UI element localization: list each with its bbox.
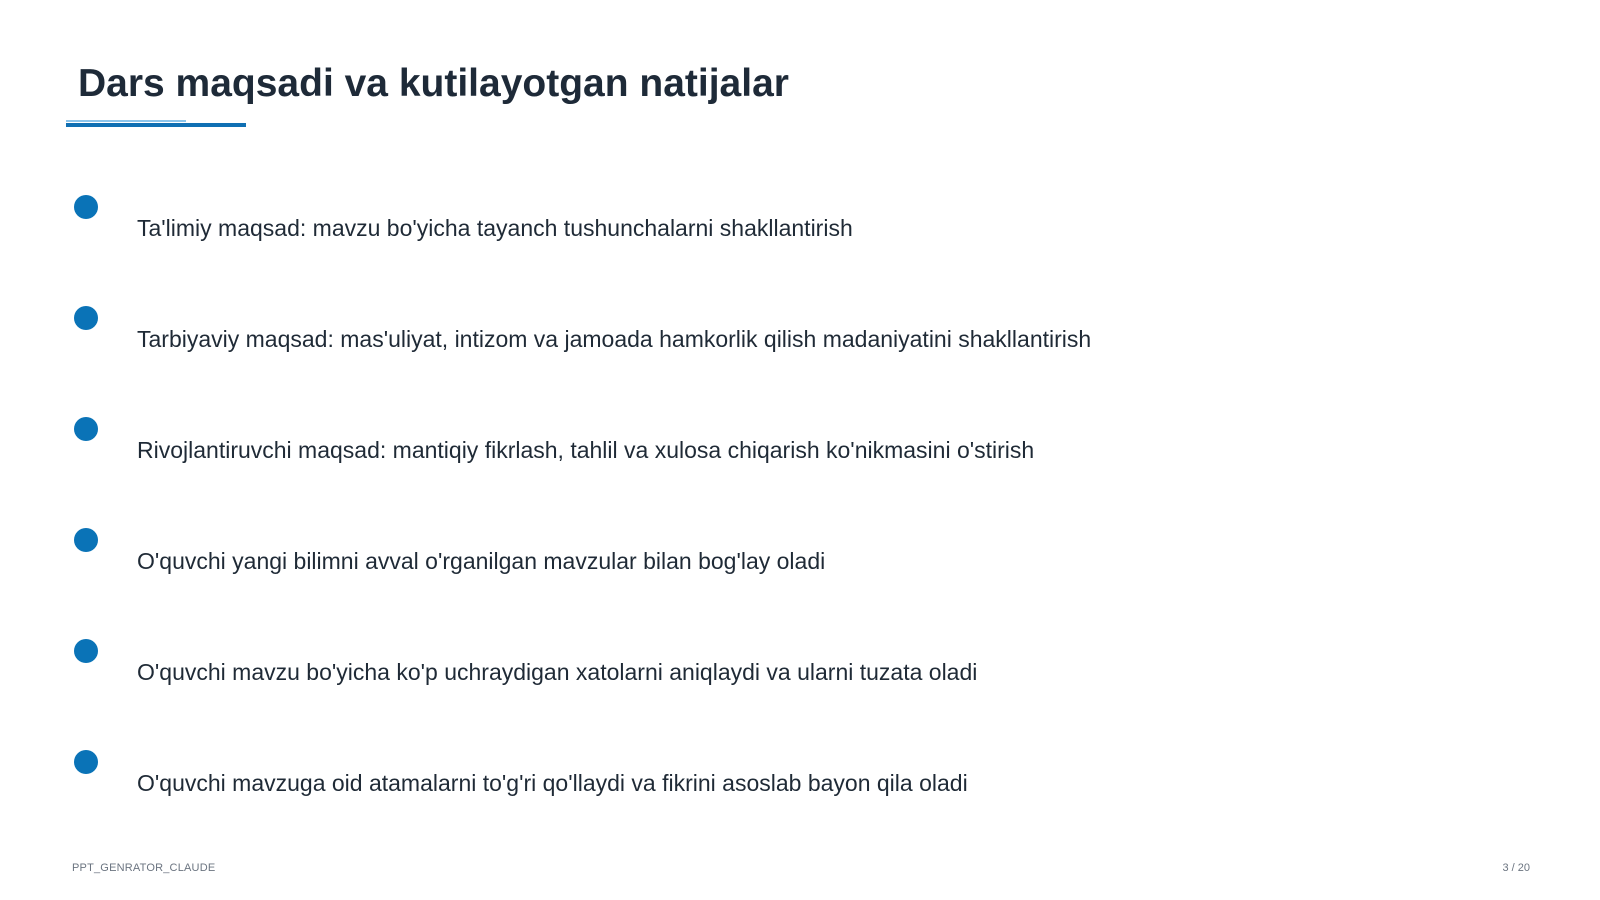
list-item-text: O'quvchi mavzu bo'yicha ko'p uchraydigan xatolarni aniqlaydi va ularni tuzata oladi — [137, 659, 978, 685]
bullet-dot-icon — [74, 417, 98, 441]
slide-title: Dars maqsadi va kutilayotgan natijalar — [78, 62, 789, 105]
footer-generator-label: PPT_GENRATOR_CLAUDE — [72, 862, 216, 874]
list-item — [0, 750, 1600, 830]
list-item-text: Tarbiyaviy maqsad: mas'uliyat, intizom va jamoada hamkorlik qilish madaniyatini shakllantirish — [137, 326, 1092, 352]
list-item-text: O'quvchi mavzuga oid atamalarni to'g'ri qo'llaydi va fikrini asoslab bayon qila oladi — [137, 770, 968, 796]
page-indicator: 3 / 20 — [1502, 862, 1530, 874]
bullet-dot-icon — [74, 528, 98, 552]
bullet-dot-icon — [74, 306, 98, 330]
list-item — [0, 528, 1600, 608]
list-item — [0, 639, 1600, 719]
list-item-text: O'quvchi yangi bilimni avval o'rganilgan mavzular bilan bog'lay oladi — [137, 548, 826, 574]
bullet-dot-icon — [74, 750, 98, 774]
list-item — [0, 195, 1600, 275]
list-item-text: Rivojlantiruvchi maqsad: mantiqiy fikrlash, tahlil va xulosa chiqarish ko'nikmasini o'stirish — [137, 437, 1035, 463]
bullet-dot-icon — [74, 639, 98, 663]
list-item — [0, 306, 1600, 386]
bullet-dot-icon — [74, 195, 98, 219]
list-item — [0, 417, 1600, 497]
list-item-text: Ta'limiy maqsad: mavzu bo'yicha tayanch tushunchalarni shakllantirish — [137, 215, 853, 241]
